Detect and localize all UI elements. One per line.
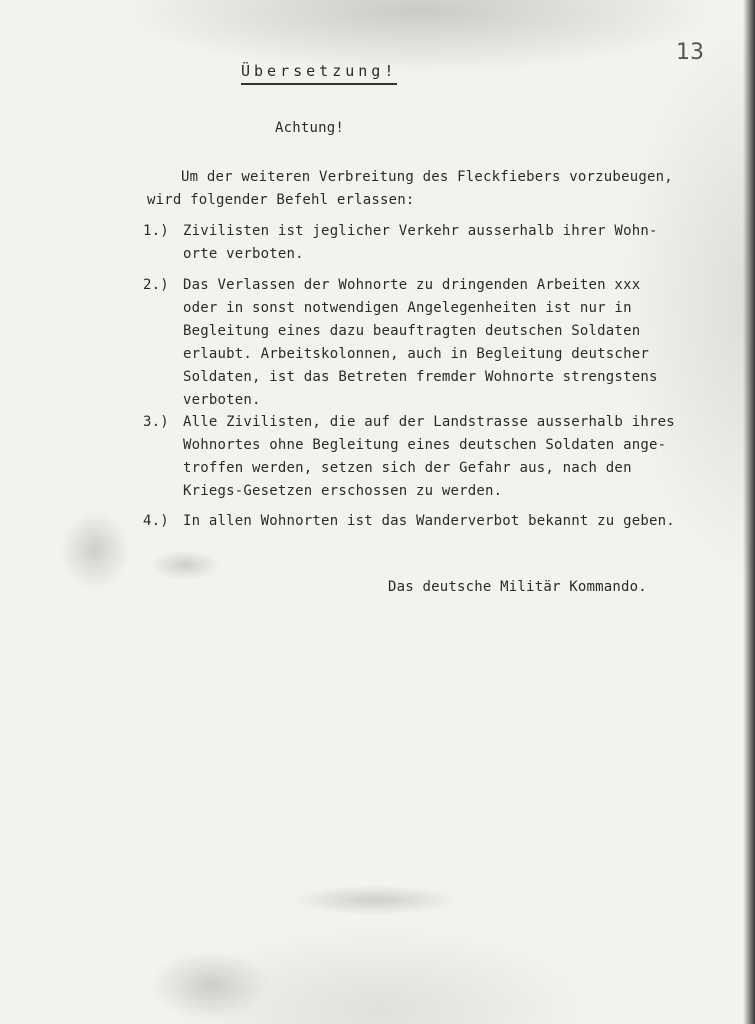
document-title: Übersetzung! bbox=[241, 62, 397, 85]
item-line: Das Verlassen der Wohnorte zu dringenden Arbeiten xxx bbox=[183, 277, 641, 293]
item-line: In allen Wohnorten ist das Wanderverbot bekannt zu geben. bbox=[183, 513, 675, 529]
item-line: erlaubt. Arbeitskolonnen, auch in Begleitung deutscher bbox=[183, 346, 649, 362]
item-number: 1.) bbox=[143, 223, 169, 239]
scan-smudge bbox=[60, 510, 130, 590]
item-line: Soldaten, ist das Betreten fremder Wohnorte strengstens bbox=[183, 369, 658, 385]
item-number: 2.) bbox=[143, 277, 169, 293]
item-line: Kriegs-Gesetzen erschossen zu werden. bbox=[183, 483, 503, 499]
scan-edge-shadow bbox=[743, 0, 755, 1024]
item-number: 3.) bbox=[143, 414, 169, 430]
item-line: verboten. bbox=[183, 392, 261, 408]
item-line: troffen werden, setzen sich der Gefahr aus, nach den bbox=[183, 460, 632, 476]
item-line: orte verboten. bbox=[183, 246, 304, 262]
signature: Das deutsche Militär Kommando. bbox=[388, 579, 647, 595]
scan-smudge bbox=[150, 950, 270, 1020]
intro-line-2: wird folgender Befehl erlassen: bbox=[147, 192, 415, 208]
item-line: oder in sonst notwendigen Angelegenheiten ist nur in bbox=[183, 300, 632, 316]
scan-smudge bbox=[290, 885, 460, 915]
item-line: Wohnortes ohne Begleitung eines deutschen Soldaten ange- bbox=[183, 437, 667, 453]
item-line: Alle Zivilisten, die auf der Landstrasse ausserhalb ihres bbox=[183, 414, 675, 430]
item-line: Zivilisten ist jeglicher Verkehr ausserhalb ihrer Wohn- bbox=[183, 223, 658, 239]
item-line: Begleitung eines dazu beauftragten deutschen Soldaten bbox=[183, 323, 641, 339]
page-number: 13 bbox=[676, 40, 704, 65]
item-number: 4.) bbox=[143, 513, 169, 529]
intro-line-1: Um der weiteren Verbreitung des Fleckfiebers vorzubeugen, bbox=[181, 169, 673, 185]
salutation: Achtung! bbox=[275, 120, 345, 136]
scan-smudge bbox=[150, 550, 220, 580]
